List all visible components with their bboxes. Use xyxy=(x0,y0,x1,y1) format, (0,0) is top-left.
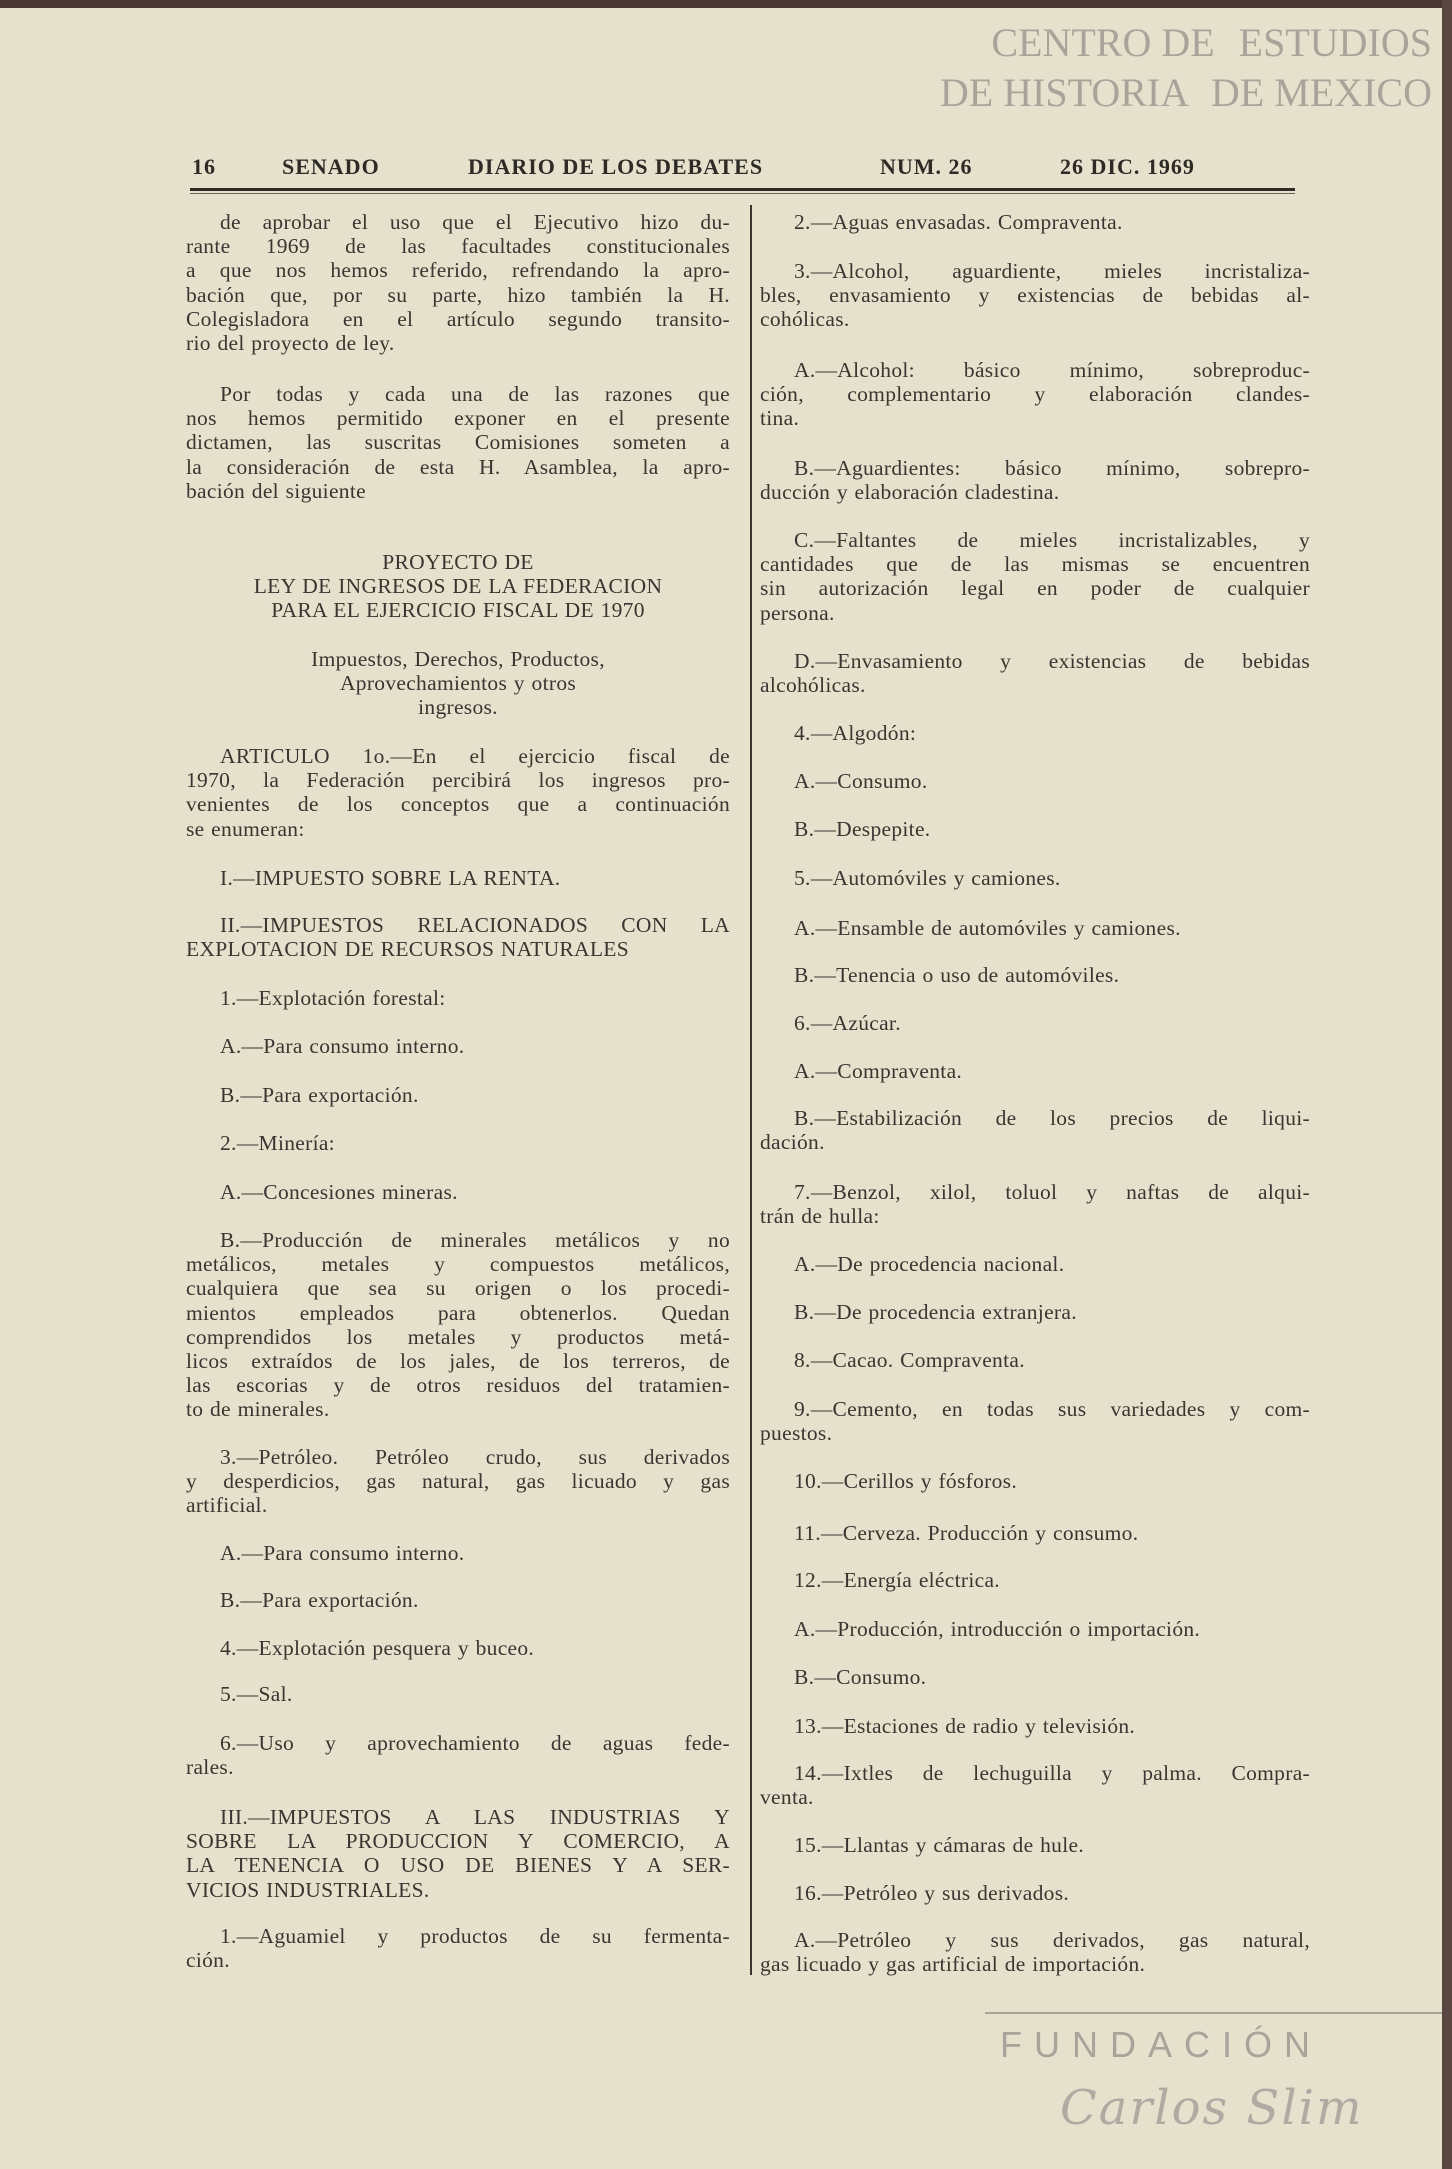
paragraph xyxy=(760,963,1310,987)
text-line: PROYECTO DE xyxy=(382,550,534,574)
paragraph xyxy=(760,1106,1310,1154)
text-line: 11.—Cerveza. Producción y consumo. xyxy=(794,1521,1139,1545)
text-line: B.—Aguardientes: básico mínimo, sobrepro- xyxy=(794,456,1310,480)
text-line: Por todas y cada una de las razones que xyxy=(220,382,730,406)
text-line: 1.—Explotación forestal: xyxy=(220,986,446,1010)
text-line: bación del siguiente xyxy=(186,478,366,503)
text-line: cualquiera que sea su origen o los procedi- xyxy=(186,1276,730,1301)
paragraph xyxy=(760,1568,1310,1592)
paragraph xyxy=(186,1924,730,1972)
text-line: nos hemos permitido exponer en el presente xyxy=(186,406,730,431)
text-line: B.—Producción de minerales metálicos y no xyxy=(220,1228,730,1252)
text-line: 3.—Petróleo. Petróleo crudo, sus derivados xyxy=(220,1445,730,1469)
text-line: A.—Consumo. xyxy=(794,769,928,793)
text-line: A.—Producción, introducción o importación. xyxy=(794,1617,1201,1641)
section-heading xyxy=(186,550,730,623)
publication-title: DIARIO DE LOS DEBATES xyxy=(468,154,764,179)
text-line: A.—Para consumo interno. xyxy=(220,1034,465,1058)
text-line: 6.—Azúcar. xyxy=(794,1011,901,1035)
text-line: 16.—Petróleo y sus derivados. xyxy=(794,1881,1070,1905)
text-line: 1970, la Federación percibirá los ingresos pro- xyxy=(186,768,730,793)
paragraph xyxy=(186,1445,730,1518)
paragraph xyxy=(186,1131,730,1155)
text-line: rio del proyecto de ley. xyxy=(186,331,395,356)
paragraph xyxy=(760,1011,1310,1035)
paragraph xyxy=(186,1636,730,1660)
text-line: 9.—Cemento, en todas sus variedades y com- xyxy=(794,1397,1310,1421)
text-line: se enumeran: xyxy=(186,816,305,841)
paragraph xyxy=(760,817,1310,841)
paragraph xyxy=(760,1714,1310,1738)
paragraph xyxy=(186,1805,730,1902)
page-number: 16 xyxy=(192,154,216,179)
chamber-name: SENADO xyxy=(282,154,380,179)
text-line: y desperdicios, gas natural, gas licuado y gas xyxy=(186,1469,730,1494)
paragraph xyxy=(186,913,730,961)
text-line: alcohólicas. xyxy=(760,673,866,698)
issue-date: 26 DIC. 1969 xyxy=(1060,154,1195,179)
paragraph xyxy=(760,1617,1310,1641)
paragraph xyxy=(760,358,1310,431)
text-line: B.—Estabilización de los precios de liqui- xyxy=(794,1106,1310,1130)
paragraph xyxy=(760,1928,1310,1976)
paragraph xyxy=(760,916,1310,940)
text-line: 5.—Sal. xyxy=(220,1682,293,1706)
text-line: licos extraídos de los jales, de los terreros, de xyxy=(186,1349,730,1374)
paragraph xyxy=(760,1300,1310,1324)
header-rule xyxy=(190,188,1295,191)
text-line: puestos. xyxy=(760,1421,833,1446)
paragraph xyxy=(186,1083,730,1107)
paragraph xyxy=(760,456,1310,504)
text-line: 8.—Cacao. Compraventa. xyxy=(794,1348,1025,1372)
text-line: bles, envasamiento y existencias de bebidas al- xyxy=(760,283,1310,308)
paragraph xyxy=(760,1180,1310,1228)
watermark-signature: Carlos Slim xyxy=(1060,2080,1364,2136)
text-line: 4.—Algodón: xyxy=(794,721,917,745)
text-line: LEY DE INGRESOS DE LA FEDERACION xyxy=(253,574,663,599)
paragraph xyxy=(760,1059,1310,1083)
text-line: 7.—Benzol, xilol, toluol y naftas de alqui- xyxy=(794,1180,1310,1204)
text-line: 10.—Cerillos y fósforos. xyxy=(794,1469,1017,1493)
text-line: a que nos hemos referido, refrendando la apro- xyxy=(186,258,730,283)
text-line: SOBRE LA PRODUCCION Y COMERCIO, A xyxy=(186,1829,730,1854)
text-line: 4.—Explotación pesquera y buceo. xyxy=(220,1636,535,1660)
watermark-line: DE HISTORIA xyxy=(939,70,1187,115)
text-line: artificial. xyxy=(186,1493,268,1518)
text-line: C.—Faltantes de mieles incristalizables, y xyxy=(794,528,1310,552)
watermark-line: CENTRO DE xyxy=(991,20,1215,65)
text-line: B.—Consumo. xyxy=(794,1665,927,1689)
paragraph xyxy=(760,210,1310,234)
text-line: B.—Para exportación. xyxy=(220,1588,419,1612)
issue-number: NUM. 26 xyxy=(880,154,973,179)
text-line: 1.—Aguamiel y productos de su fermenta- xyxy=(220,1924,730,1948)
text-line: bación que, por su parte, hizo también la H. xyxy=(186,282,730,307)
paragraph xyxy=(760,1881,1310,1905)
text-line: A.—Alcohol: básico mínimo, sobreproduc- xyxy=(794,358,1310,382)
paragraph xyxy=(760,1833,1310,1857)
header-rule-thin xyxy=(190,193,1295,194)
text-line: 5.—Automóviles y camiones. xyxy=(794,866,1061,890)
paragraph xyxy=(760,721,1310,745)
watermark-line: ESTUDIOS xyxy=(1238,20,1432,65)
paragraph xyxy=(186,1682,730,1706)
text-line: 14.—Ixtles de lechuguilla y palma. Compra- xyxy=(794,1761,1310,1785)
paragraph xyxy=(760,769,1310,793)
text-line: A.—Compraventa. xyxy=(794,1059,963,1083)
column-divider xyxy=(750,205,752,1975)
text-line: cohólicas. xyxy=(760,307,850,332)
paragraph xyxy=(760,1397,1310,1445)
text-line: 13.—Estaciones de radio y televisión. xyxy=(794,1714,1136,1738)
text-line: venientes de los conceptos que a continuación xyxy=(186,792,730,817)
paragraph xyxy=(186,1731,730,1779)
watermark-row xyxy=(792,18,1432,68)
text-line: dictamen, las suscritas Comisiones someten a xyxy=(186,430,730,455)
watermark-institution xyxy=(792,18,1432,118)
text-line: I.—IMPUESTO SOBRE LA RENTA. xyxy=(220,866,561,890)
paragraph xyxy=(186,1228,730,1422)
text-line: VICIOS INDUSTRIALES. xyxy=(186,1877,430,1902)
paragraph xyxy=(186,382,730,503)
text-line: ción, complementario y elaboración clandes- xyxy=(760,382,1310,407)
paragraph xyxy=(186,744,730,841)
text-line: venta. xyxy=(760,1785,814,1810)
text-line: A.—Ensamble de automóviles y camiones. xyxy=(794,916,1181,940)
paragraph xyxy=(186,1034,730,1058)
paragraph xyxy=(760,649,1310,697)
text-line: III.—IMPUESTOS A LAS INDUSTRIAS Y xyxy=(220,1805,730,1829)
text-line: cantidades que de las mismas se encuentren xyxy=(760,552,1310,577)
text-line: B.—Tenencia o uso de automóviles. xyxy=(794,963,1120,987)
paragraph xyxy=(760,1665,1310,1689)
text-line: Aprovechamientos y otros xyxy=(339,671,577,696)
paragraph xyxy=(186,210,730,355)
watermark-line: DE MEXICO xyxy=(1210,70,1432,115)
text-line: ingresos. xyxy=(418,695,498,720)
text-line: Impuestos, Derechos, Productos, xyxy=(311,647,605,671)
text-line: B.—Para exportación. xyxy=(220,1083,419,1107)
text-line: metálicos, metales y compuestos metálicos, xyxy=(186,1252,730,1277)
watermark-rule xyxy=(985,2012,1442,2014)
paragraph xyxy=(760,528,1310,625)
text-line: A.—Para consumo interno. xyxy=(220,1541,465,1565)
scan-edge-top xyxy=(0,0,1452,8)
text-line: D.—Envasamiento y existencias de bebidas xyxy=(794,649,1310,673)
text-line: 3.—Alcohol, aguardiente, mieles incristaliza- xyxy=(794,259,1310,283)
text-line: A.—Petróleo y sus derivados, gas natural, xyxy=(794,1928,1310,1952)
text-line: 6.—Uso y aprovechamiento de aguas fede- xyxy=(220,1731,730,1755)
text-line: mientos empleados para obtenerlos. Quedan xyxy=(186,1300,730,1325)
text-line: LA TENENCIA O USO DE BIENES Y A SER- xyxy=(186,1853,730,1878)
section-heading xyxy=(186,647,730,720)
text-line: rante 1969 de las facultades constitucionales xyxy=(186,234,730,259)
text-line: trán de hulla: xyxy=(760,1204,880,1229)
text-line: sin autorización legal en poder de cualquier xyxy=(760,576,1310,601)
paragraph xyxy=(186,1588,730,1612)
text-line: A.—Concesiones mineras. xyxy=(220,1180,458,1204)
paragraph xyxy=(186,986,730,1010)
text-line: to de minerales. xyxy=(186,1397,330,1422)
text-line: persona. xyxy=(760,600,835,625)
text-line: ción. xyxy=(186,1948,230,1973)
text-line: 2.—Minería: xyxy=(220,1131,335,1155)
text-line: A.—De procedencia nacional. xyxy=(794,1252,1065,1276)
text-line: tina. xyxy=(760,406,800,431)
text-line: B.—Despepite. xyxy=(794,817,931,841)
text-line: de aprobar el uso que el Ejecutivo hizo du- xyxy=(220,210,730,234)
text-line: 12.—Energía eléctrica. xyxy=(794,1568,1000,1592)
paragraph xyxy=(760,1469,1310,1493)
paragraph xyxy=(760,1761,1310,1809)
text-line: 15.—Llantas y cámaras de hule. xyxy=(794,1833,1085,1857)
text-line: ducción y elaboración cladestina. xyxy=(760,480,1060,505)
paragraph xyxy=(760,1252,1310,1276)
text-line: B.—De procedencia extranjera. xyxy=(794,1300,1077,1324)
watermark-row xyxy=(792,68,1432,118)
text-line: rales. xyxy=(186,1755,234,1780)
watermark-fundacion: FUNDACIÓN xyxy=(1000,2024,1322,2065)
text-line: dación. xyxy=(760,1130,825,1155)
paragraph xyxy=(186,866,730,890)
text-line: ARTICULO 1o.—En el ejercicio fiscal de xyxy=(220,744,730,768)
text-line: comprendidos los metales y productos metá- xyxy=(186,1324,730,1349)
text-line: 2.—Aguas envasadas. Compraventa. xyxy=(794,210,1123,234)
scan-edge-right xyxy=(1442,0,1452,2169)
text-line: gas licuado y gas artificial de importación. xyxy=(760,1952,1146,1977)
paragraph xyxy=(760,259,1310,332)
paragraph xyxy=(186,1541,730,1565)
text-line: II.—IMPUESTOS RELACIONADOS CON LA xyxy=(220,913,730,937)
text-line: Colegisladora en el artículo segundo transito- xyxy=(186,306,730,331)
paragraph xyxy=(760,1348,1310,1372)
text-line: las escorias y de otros residuos del tratamien- xyxy=(186,1373,730,1398)
paragraph xyxy=(760,1521,1310,1545)
text-line: la consideración de esta H. Asamblea, la apro- xyxy=(186,454,730,479)
paragraph xyxy=(186,1180,730,1204)
text-line: PARA EL EJERCICIO FISCAL DE 1970 xyxy=(271,598,645,623)
paragraph xyxy=(760,866,1310,890)
text-line: EXPLOTACION DE RECURSOS NATURALES xyxy=(186,937,629,962)
